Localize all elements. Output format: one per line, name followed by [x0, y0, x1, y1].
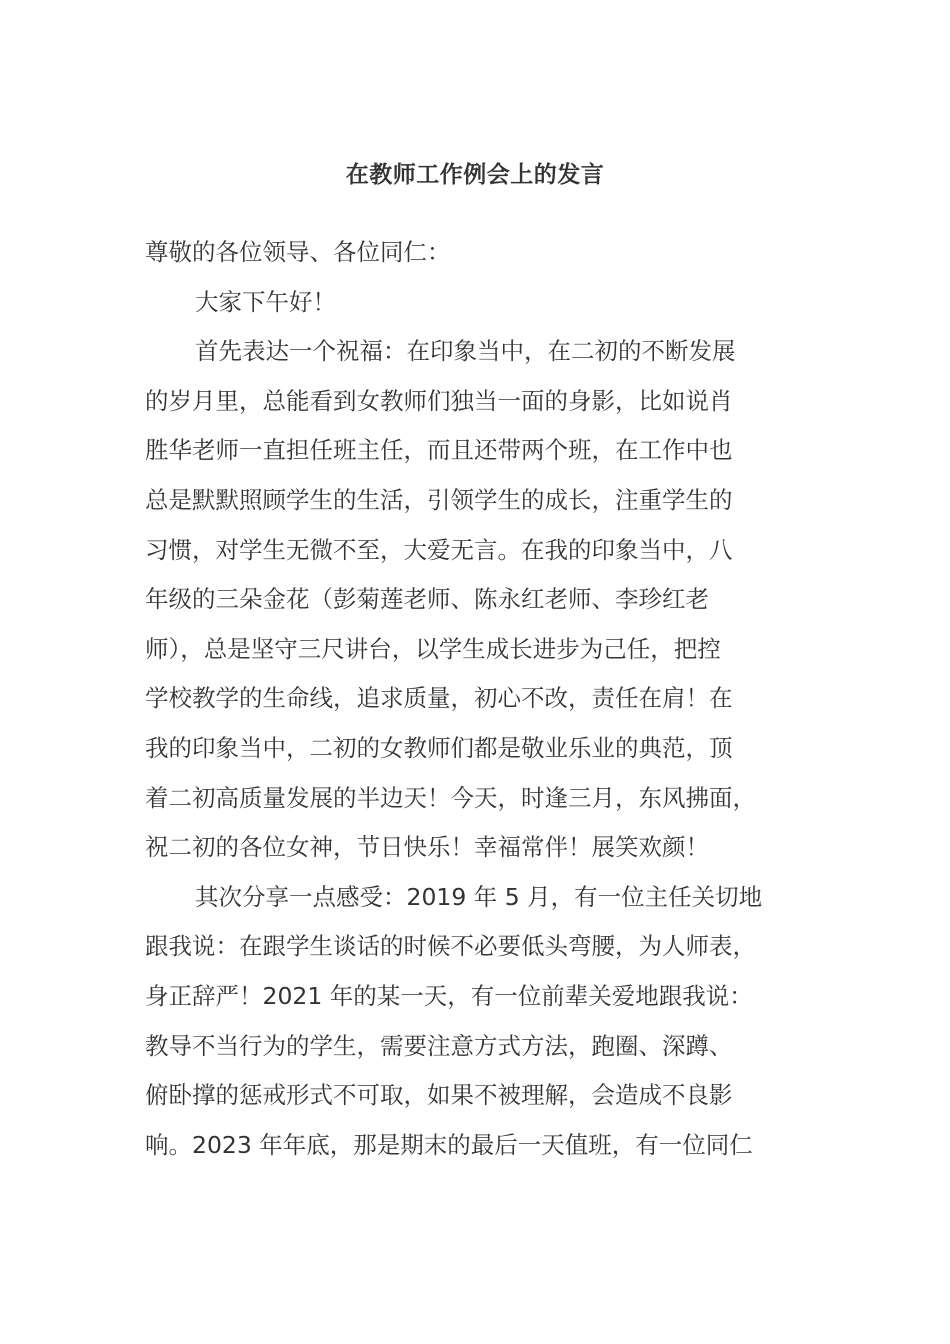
paragraph-line: 教导不当行为的学生，需要注意方式方法，跑圈、深蹲、: [145, 1031, 733, 1060]
paragraph-line: 响。2023 年年底，那是期末的最后一天值班，有一位同仁: [145, 1130, 753, 1159]
document-body: [145, 228, 810, 1170]
paragraph-line: 胜华老师一直担任班主任，而且还带两个班，在工作中也: [145, 436, 733, 465]
paragraph-line: 身正辞严！2021 年的某一天，有一位前辈关爱地跟我说：: [145, 981, 753, 1010]
paragraph-line: 其次分享一点感受：2019 年 5 月，有一位主任关切地: [195, 882, 763, 911]
paragraph-line: 祝二初的各位女神，节日快乐！幸福常伴！展笑欢颜！: [145, 833, 709, 862]
paragraph-line: 首先表达一个祝福：在印象当中，在二初的不断发展: [195, 337, 736, 366]
paragraph-line: 学校教学的生命线，追求质量，初心不改，责任在肩！在: [145, 684, 733, 713]
paragraph-line: 着二初高质量发展的半边天！今天，时逢三月，东风拂面，: [145, 783, 756, 812]
paragraph-line: 跟我说：在跟学生谈话的时候不必要低头弯腰，为人师表，: [145, 932, 756, 961]
paragraph-line: 的岁月里，总能看到女教师们独当一面的身影，比如说肖: [145, 386, 733, 415]
greeting-line: 大家下午好！: [195, 287, 336, 316]
paragraph-line: 我的印象当中，二初的女教师们都是敬业乐业的典范，顶: [145, 733, 733, 762]
paragraph-line: 习惯，对学生无微不至，大爱无言。在我的印象当中，八: [145, 535, 733, 564]
paragraph-line: 师），总是坚守三尺讲台，以学生成长进步为己任，把控: [145, 634, 721, 663]
salutation-line: 尊敬的各位领导、各位同仁：: [145, 238, 451, 266]
paragraph-line: 年级的三朵金花（彭菊莲老师、陈永红老师、李珍红老: [145, 585, 709, 614]
document-title: 在教师工作例会上的发言: [345, 162, 605, 188]
paragraph-line: 俯卧撑的惩戒形式不可取，如果不被理解，会造成不良影: [145, 1081, 733, 1110]
paragraph-line: 总是默默照顾学生的生活，引领学生的成长，注重学生的: [145, 485, 733, 514]
